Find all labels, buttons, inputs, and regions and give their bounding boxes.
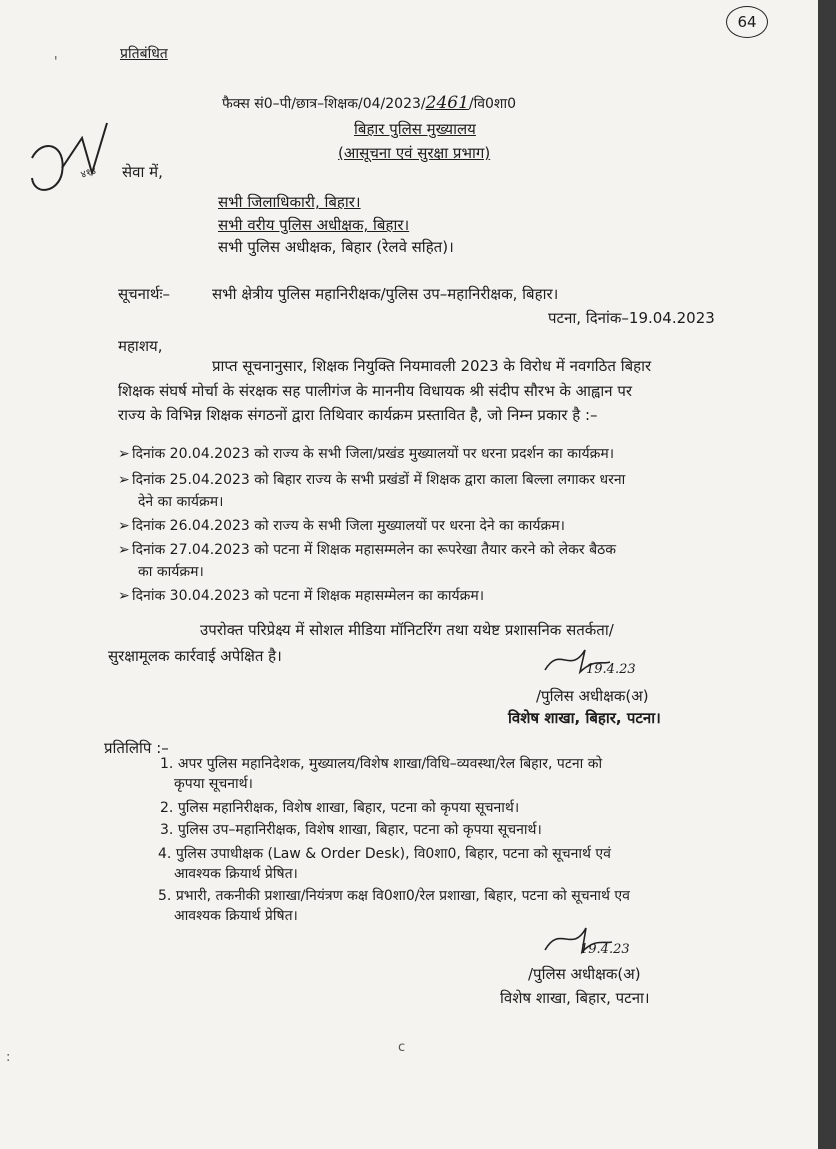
signatory-designation: /पुलिस अधीक्षक(अ) xyxy=(536,687,649,705)
info-label: सूचनार्थः– xyxy=(118,285,170,303)
recipient-3: सभी पुलिस अधीक्षक, बिहार (रेलवे सहित)। xyxy=(218,238,454,256)
fax-number: फैक्स सं0–पी/छात्र–शिक्षक/04/2023/2461/वि0शा0 xyxy=(222,93,516,113)
schedule-item-cont: देने का कार्यक्रम। xyxy=(138,494,224,510)
body-line-2: शिक्षक संघर्ष मोर्चा के संरक्षक सह पालीगंज के माननीय विधायक श्री संदीप सौरभ के आह्वान पर xyxy=(118,382,632,400)
cc-item: 1. अपर पुलिस महानिदेशक, मुख्यालय/विशेष शाखा/विधि–व्यवस्था/रेल बिहार, पटना को xyxy=(160,756,603,772)
document-page: 64 प्रतिबंधित ' फैक्स सं0–पी/छात्र–शिक्षक/04/2023/2461/वि0शा0 बिहार पुलिस मुख्यालय (आसूचना एवं सुरक्षा प्रभाग) ४१४ सेवा में, सभी जिलाधिकारी, बिहार। सभी वरीय पुलिस अधीक्षक, बिहार। सभी पुलिस अधीक्षक, बिहार (रेलवे सहित)। सूचनार्थः– सभी क्षेत्रीय पुलिस महानिरीक्षक/पुलिस उप–महानिरीक्षक, बिहार। पटना, दिनांक–19.04.2023 महाशय, प्राप्त सूचनानुसार, शिक्षक नियुक्ति नियमावली 2023 के विरोध में नवगठित बिहार शिक्षक संघर्ष मोर्चा के संरक्षक सह पालीगंज के माननीय विधायक श्री संदीप सौरभ के आह्वान पर राज्य के विभिन्न शिक्षक संगठनों द्वारा तिथिवार कार्यक्रम प्रस्तावित है, जो निम्न प्रकार है :– ➢ दिनांक 20.04.2023 को राज्य के सभी जिला/प्रखंड मुख्यालयों पर धरना प्रदर्शन का कार्यक्रम। ➢ दिनांक 25.04.2023 को बिहार राज्य के सभी प्रखंडों में शिक्षक द्वारा काला बिल्ला लगाकर धरना देने का कार्यक्रम। ➢ दिनांक 26.04.2023 को राज्य के सभी जिला मुख्यालयों पर धरना देने का कार्यक्रम। ➢ दिनांक 27.04.2023 को पटना में शिक्षक महासम्मलेन का रूपरेखा तैयार करने को लेकर बैठक का कार्यक्रम। ➢ दिनांक 30.04.2023 को पटना में शिक्षक महासम्मेलन का कार्यक्रम। उपरोक्त परिप्रेक्ष्य में सोशल मीडिया मॉनिटरिंग तथा यथेष्ट प्रशासनिक सतर्कता/ सुरक्षामूलक कार्रवाई अपेक्षित है। 19.4.23 /पुलिस अधीक्षक(अ) विशेष शाखा, बिहार, पटना। प्रतिलिपि :– 1. अपर पुलिस महानिदेशक, मुख्यालय/विशेष शाखा/विधि–व्यवस्था/रेल बिहार, पटना को कृपया सूचनार्थ। 2. पुलिस महानिरीक्षक, विशेष शाखा, बिहार, पटना को कृपया सूचनार्थ। 3. पुलिस उप–महानिरीक्षक, विशेष शाखा, बिहार, पटना को कृपया सूचनार्थ। 4. पुलिस उपाधीक्षक (Law & Order Desk), वि0शा0, बिहार, पटना को सूचनार्थ एवं आवश्यक क्रियार्थ प्रेषित। 5. प्रभारी, तकनीकी प्रशाखा/नियंत्रण कक्ष वि0शा0/रेल प्रशाखा, बिहार, पटना को सूचनार्थ एव आवश्यक क्रियार्थ प्रेषित। 19.4.23 /पुलिस अधीक्षक(अ) विशेष शाखा, बिहार, पटना। c : xyxy=(0,0,818,1149)
svg-text:४१४: ४१४ xyxy=(79,165,98,181)
letter-date: पटना, दिनांक–19.04.2023 xyxy=(548,309,715,327)
cc-item: 4. पुलिस उपाधीक्षक (Law & Order Desk), वि0शा0, बिहार, पटना को सूचनार्थ एवं xyxy=(158,846,611,862)
signatory-office: विशेष शाखा, बिहार, पटना। xyxy=(500,989,650,1007)
cc-item: 3. पुलिस उप–महानिरीक्षक, विशेष शाखा, बिहार, पटना को कृपया सूचनार्थ। xyxy=(160,822,542,838)
signature-date: 19.4.23 xyxy=(586,662,636,677)
signatory-office: विशेष शाखा, बिहार, पटना। xyxy=(508,709,661,727)
body-line-3: राज्य के विभिन्न शिक्षक संगठनों द्वारा तिथिवार कार्यक्रम प्रस्तावित है, जो निम्न प्रकार है :– xyxy=(118,406,598,424)
schedule-item: ➢ दिनांक 26.04.2023 को राज्य के सभी जिला मुख्यालयों पर धरना देने का कार्यक्रम। xyxy=(118,518,565,534)
salutation: महाशय, xyxy=(118,337,163,355)
to-label: सेवा में, xyxy=(122,163,163,181)
cc-label: प्रतिलिपि :– xyxy=(104,739,169,757)
recipient-2: सभी वरीय पुलिस अधीक्षक, बिहार। xyxy=(218,216,410,234)
signatory-designation: /पुलिस अधीक्षक(अ) xyxy=(528,965,641,983)
page-number: 64 xyxy=(737,13,757,31)
office-name: बिहार पुलिस मुख्यालय xyxy=(354,120,476,138)
info-recipients: सभी क्षेत्रीय पुलिस महानिरीक्षक/पुलिस उप–महानिरीक्षक, बिहार। xyxy=(212,285,559,303)
office-department: (आसूचना एवं सुरक्षा प्रभाग) xyxy=(338,144,491,162)
cc-item: 5. प्रभारी, तकनीकी प्रशाखा/नियंत्रण कक्ष वि0शा0/रेल प्रशाखा, बिहार, पटना को सूचनार्थ एव xyxy=(158,888,630,904)
closing-line-1: उपरोक्त परिप्रेक्ष्य में सोशल मीडिया मॉनिटरिंग तथा यथेष्ट प्रशासनिक सतर्कता/ xyxy=(200,621,614,639)
cc-item: 2. पुलिस महानिरीक्षक, विशेष शाखा, बिहार, पटना को कृपया सूचनार्थ। xyxy=(160,800,520,816)
cc-item-cont: कृपया सूचनार्थ। xyxy=(174,776,253,792)
schedule-item: ➢ दिनांक 25.04.2023 को बिहार राज्य के सभी प्रखंडों में शिक्षक द्वारा काला बिल्ला लगाकर धरना xyxy=(118,472,626,488)
signature-date: 19.4.23 xyxy=(580,942,630,957)
schedule-item: ➢ दिनांक 20.04.2023 को राज्य के सभी जिला/प्रखंड मुख्यालयों पर धरना प्रदर्शन का कार्यक्रम। xyxy=(118,446,615,462)
cc-item-cont: आवश्यक क्रियार्थ प्रेषित। xyxy=(174,908,298,924)
page-number-circle xyxy=(726,6,768,38)
closing-line-2: सुरक्षामूलक कार्रवाई अपेक्षित है। xyxy=(108,647,282,665)
schedule-item-cont: का कार्यक्रम। xyxy=(138,564,204,580)
recipient-1: सभी जिलाधिकारी, बिहार। xyxy=(218,193,361,211)
schedule-item: ➢ दिनांक 27.04.2023 को पटना में शिक्षक महासम्मलेन का रूपरेखा तैयार करने को लेकर बैठक xyxy=(118,542,616,558)
restricted-mark: प्रतिबंधित xyxy=(120,46,168,62)
cc-item-cont: आवश्यक क्रियार्थ प्रेषित। xyxy=(174,866,298,882)
fax-number-handwritten: 2461 xyxy=(425,93,469,113)
body-line-1: प्राप्त सूचनानुसार, शिक्षक नियुक्ति नियमावली 2023 के विरोध में नवगठित बिहार xyxy=(212,357,652,375)
schedule-item: ➢ दिनांक 30.04.2023 को पटना में शिक्षक महासम्मेलन का कार्यक्रम। xyxy=(118,588,485,604)
